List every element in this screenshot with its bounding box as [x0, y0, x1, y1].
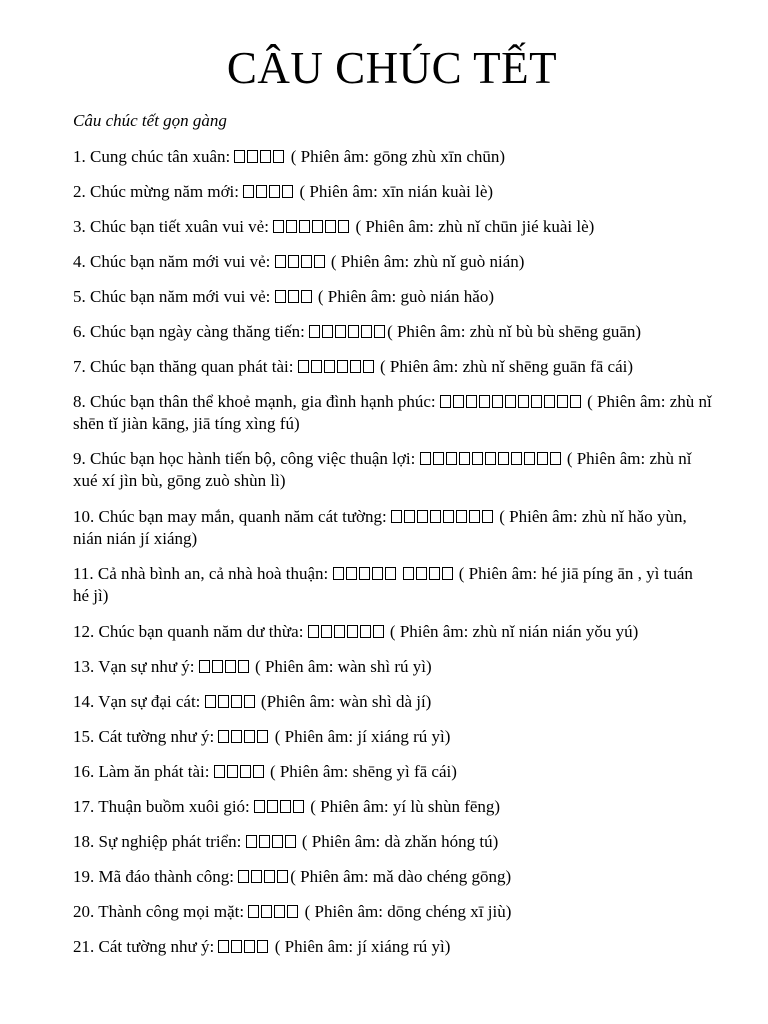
missing-glyph-box [334, 625, 345, 638]
missing-glyph-box [234, 150, 245, 163]
missing-glyph-run [275, 287, 314, 306]
greeting-vietnamese: 5. Chúc bạn năm mới vui vẻ: [73, 287, 275, 306]
missing-glyph-box [350, 360, 361, 373]
missing-glyph-box [537, 452, 548, 465]
greeting-item [73, 146, 713, 168]
missing-glyph-box [256, 185, 267, 198]
missing-glyph-box [277, 870, 288, 883]
greeting-vietnamese: 21. Cát tường như ý: [73, 937, 219, 956]
missing-glyph-box [430, 510, 441, 523]
document-title: CÂU CHÚC TẾT [226, 43, 558, 93]
greeting-vietnamese: 17. Thuận buồm xuôi gió: [73, 797, 255, 816]
missing-glyph-box [505, 395, 516, 408]
greeting-vietnamese: 3. Chúc bạn tiết xuân vui vẻ: [73, 217, 274, 236]
greeting-pinyin: ( Phiên âm: guò nián hǎo) [313, 287, 494, 306]
missing-glyph-box [264, 870, 275, 883]
missing-glyph-box [259, 835, 270, 848]
missing-glyph-box [269, 185, 280, 198]
greeting-item [73, 563, 713, 607]
greeting-item [73, 936, 713, 958]
missing-glyph-box [359, 567, 370, 580]
missing-glyph-box [479, 395, 490, 408]
greeting-item [73, 506, 713, 550]
missing-glyph-run [333, 564, 455, 583]
missing-glyph-box [361, 325, 372, 338]
missing-glyph-run [199, 657, 251, 676]
missing-glyph-box [321, 625, 332, 638]
missing-glyph-box [231, 730, 242, 743]
greeting-pinyin: ( Phiên âm: zhù nǐ shēn tǐ jiàn kāng, jiā tíng xìng fú) [73, 392, 712, 433]
greeting-pinyin: ( Phiên âm: zhù nǐ chūn jié kuài lè) [351, 217, 595, 236]
greeting-pinyin: ( Phiên âm: dà zhǎn hóng tú) [297, 832, 499, 851]
missing-glyph-run [440, 392, 583, 411]
missing-glyph-run [273, 217, 351, 236]
missing-glyph-run [205, 692, 257, 711]
greeting-item [73, 796, 713, 818]
missing-glyph-box [260, 150, 271, 163]
greeting-pinyin: ( Phiên âm: jí xiáng rú yì) [270, 937, 451, 956]
missing-glyph-box [272, 835, 283, 848]
greeting-item [73, 216, 713, 238]
greeting-vietnamese: 11. Cả nhà bình an, cả nhà hoà thuận: [73, 564, 333, 583]
missing-glyph-box [416, 567, 427, 580]
missing-glyph-box [301, 290, 312, 303]
missing-glyph-box [346, 567, 357, 580]
missing-glyph-box [293, 800, 304, 813]
missing-glyph-run [218, 727, 270, 746]
missing-glyph-box [257, 730, 268, 743]
missing-glyph-box [299, 220, 310, 233]
missing-glyph-box [275, 290, 286, 303]
greeting-pinyin: ( Phiên âm: wàn shì rú yì) [250, 657, 432, 676]
greeting-pinyin: ( Phiên âm: jí xiáng rú yì) [270, 727, 451, 746]
missing-glyph-box [244, 730, 255, 743]
missing-glyph-box [374, 325, 385, 338]
greeting-vietnamese: 10. Chúc bạn may mắn, quanh năm cát tường: [73, 507, 391, 526]
missing-glyph-box [251, 870, 262, 883]
greeting-pinyin: ( Phiên âm: zhù nǐ bù bù shēng guān) [387, 322, 642, 341]
missing-glyph-box [231, 940, 242, 953]
missing-glyph-run [248, 902, 300, 921]
missing-glyph-box [285, 835, 296, 848]
missing-glyph-box [312, 220, 323, 233]
greeting-item [73, 251, 713, 273]
greeting-pinyin: ( Phiên âm: hé jiā píng ān , yì tuán hé jì) [73, 564, 693, 605]
greeting-item [73, 391, 713, 435]
missing-glyph-run [214, 762, 266, 781]
missing-glyph-box [309, 325, 320, 338]
missing-glyph-run [254, 797, 306, 816]
missing-glyph-box [324, 360, 335, 373]
greeting-vietnamese: 20. Thành công mọi mặt: [73, 902, 249, 921]
missing-glyph-box [440, 395, 451, 408]
greeting-item [73, 621, 713, 643]
greeting-vietnamese: 12. Chúc bạn quanh năm dư thừa: [73, 622, 308, 641]
missing-glyph-box [373, 625, 384, 638]
greeting-item [73, 831, 713, 853]
greeting-vietnamese: 8. Chúc bạn thân thể khoẻ mạnh, gia đình hạnh phúc: [73, 392, 440, 411]
missing-glyph-box [325, 220, 336, 233]
greeting-pinyin: ( Phiên âm: zhù nǐ hǎo yùn, nián nián jí xiáng) [73, 507, 687, 548]
missing-glyph-run [309, 322, 387, 341]
greeting-pinyin: ( Phiên âm: zhù nǐ xué xí jìn bù, gōng zuò shùn lì) [73, 449, 692, 490]
missing-glyph-run [391, 507, 495, 526]
missing-glyph-box [240, 765, 251, 778]
missing-glyph-box [348, 325, 359, 338]
missing-glyph-box [322, 325, 333, 338]
greeting-vietnamese: 13. Vạn sự như ý: [73, 657, 199, 676]
missing-glyph-box [557, 395, 568, 408]
missing-glyph-box [287, 905, 298, 918]
missing-glyph-run [238, 867, 290, 886]
missing-glyph-box [485, 452, 496, 465]
missing-glyph-box [254, 800, 265, 813]
missing-glyph-box [372, 567, 383, 580]
document-subtitle: Câu chúc tết gọn gàng [73, 111, 227, 130]
greeting-vietnamese: 14. Vạn sự đại cát: [73, 692, 205, 711]
missing-glyph-box [544, 395, 555, 408]
missing-glyph-box [363, 360, 374, 373]
missing-glyph-box [244, 695, 255, 708]
missing-glyph-box [443, 510, 454, 523]
missing-glyph-box [360, 625, 371, 638]
greeting-item [73, 901, 713, 923]
missing-glyph-box [274, 905, 285, 918]
missing-glyph-box [231, 695, 242, 708]
missing-glyph-box [286, 220, 297, 233]
missing-glyph-box [524, 452, 535, 465]
missing-glyph-box [253, 765, 264, 778]
missing-glyph-box [308, 625, 319, 638]
missing-glyph-box [248, 905, 259, 918]
greeting-pinyin: ( Phiên âm: mǎ dào chéng gōng) [290, 867, 512, 886]
greeting-vietnamese: 1. Cung chúc tân xuân: [73, 147, 235, 166]
greeting-pinyin: ( Phiên âm: zhù nǐ shēng guān fā cái) [375, 357, 634, 376]
missing-glyph-box [391, 510, 402, 523]
missing-glyph-box [246, 835, 257, 848]
missing-glyph-box [238, 660, 249, 673]
missing-glyph-box [570, 395, 581, 408]
missing-glyph-box [218, 940, 229, 953]
missing-glyph-box [288, 290, 299, 303]
missing-glyph-box [511, 452, 522, 465]
missing-glyph-box [205, 695, 216, 708]
missing-glyph-box [244, 940, 255, 953]
missing-glyph-box [261, 905, 272, 918]
missing-glyph-run [308, 622, 386, 641]
missing-glyph-box [417, 510, 428, 523]
missing-glyph-box [243, 185, 254, 198]
greeting-item [73, 656, 713, 678]
missing-glyph-box [273, 220, 284, 233]
greeting-item [73, 448, 713, 492]
missing-glyph-box [472, 452, 483, 465]
missing-glyph-box [466, 395, 477, 408]
missing-glyph-box [298, 360, 309, 373]
greeting-pinyin: ( Phiên âm: zhù nǐ nián nián yǒu yú) [385, 622, 639, 641]
missing-glyph-box [301, 255, 312, 268]
missing-glyph-box [282, 185, 293, 198]
greeting-item [73, 691, 713, 713]
missing-glyph-box [433, 452, 444, 465]
missing-glyph-box [492, 395, 503, 408]
missing-glyph-box [267, 800, 278, 813]
missing-glyph-box [199, 660, 210, 673]
missing-glyph-box [218, 695, 229, 708]
greeting-item [73, 726, 713, 748]
greeting-vietnamese: 7. Chúc bạn thăng quan phát tài: [73, 357, 298, 376]
missing-glyph-run [246, 832, 298, 851]
missing-glyph-box [429, 567, 440, 580]
missing-glyph-box [482, 510, 493, 523]
missing-glyph-run [275, 252, 327, 271]
greeting-vietnamese: 15. Cát tường như ý: [73, 727, 219, 746]
missing-glyph-box [338, 220, 349, 233]
missing-glyph-box [275, 255, 286, 268]
missing-glyph-box [385, 567, 396, 580]
greeting-vietnamese: 4. Chúc bạn năm mới vui vẻ: [73, 252, 275, 271]
missing-glyph-box [273, 150, 284, 163]
missing-glyph-box [531, 395, 542, 408]
missing-glyph-box [257, 940, 268, 953]
greeting-pinyin: ( Phiên âm: gōng zhù xīn chūn) [286, 147, 506, 166]
missing-glyph-box [518, 395, 529, 408]
missing-glyph-box [214, 765, 225, 778]
missing-glyph-run [234, 147, 286, 166]
missing-glyph-box [218, 730, 229, 743]
greeting-vietnamese: 6. Chúc bạn ngày càng thăng tiến: [73, 322, 310, 341]
missing-glyph-box [238, 870, 249, 883]
missing-glyph-run [243, 182, 295, 201]
missing-glyph-box [404, 510, 415, 523]
missing-glyph-box [459, 452, 470, 465]
missing-glyph-box [498, 452, 509, 465]
missing-glyph-box [227, 765, 238, 778]
greeting-item [73, 181, 713, 203]
greeting-item [73, 321, 713, 343]
greeting-vietnamese: 16. Làm ăn phát tài: [73, 762, 214, 781]
missing-glyph-box [420, 452, 431, 465]
missing-glyph-box [550, 452, 561, 465]
greeting-pinyin: ( Phiên âm: xīn nián kuài lè) [295, 182, 494, 201]
missing-glyph-run [420, 449, 563, 468]
missing-glyph-box [247, 150, 258, 163]
missing-glyph-box [453, 395, 464, 408]
missing-glyph-box [314, 255, 325, 268]
greeting-pinyin: ( Phiên âm: shēng yì fā cái) [265, 762, 457, 781]
missing-glyph-box [403, 567, 414, 580]
missing-glyph-box [225, 660, 236, 673]
greeting-item [73, 356, 713, 378]
missing-glyph-box [347, 625, 358, 638]
greeting-item [73, 866, 713, 888]
greeting-item [73, 761, 713, 783]
greeting-item [73, 286, 713, 308]
missing-glyph-box [335, 325, 346, 338]
missing-glyph-box [288, 255, 299, 268]
missing-glyph-box [442, 567, 453, 580]
greeting-vietnamese: 18. Sự nghiệp phát triển: [73, 832, 246, 851]
missing-glyph-box [337, 360, 348, 373]
greeting-pinyin: ( Phiên âm: yí lù shùn fēng) [306, 797, 501, 816]
greeting-pinyin: ( Phiên âm: zhù nǐ guò nián) [326, 252, 525, 271]
greeting-vietnamese: 19. Mã đáo thành công: [73, 867, 239, 886]
greeting-vietnamese: 2. Chúc mừng năm mới: [73, 182, 244, 201]
missing-glyph-box [469, 510, 480, 523]
missing-glyph-run [218, 937, 270, 956]
missing-glyph-box [311, 360, 322, 373]
greeting-vietnamese: 9. Chúc bạn học hành tiến bộ, công việc thuận lợi: [73, 449, 420, 468]
missing-glyph-box [280, 800, 291, 813]
missing-glyph-box [446, 452, 457, 465]
greeting-pinyin: (Phiên âm: wàn shì dà jí) [256, 692, 432, 711]
missing-glyph-box [212, 660, 223, 673]
greeting-pinyin: ( Phiên âm: dōng chéng xī jiù) [300, 902, 512, 921]
missing-glyph-box [333, 567, 344, 580]
missing-glyph-run [298, 357, 376, 376]
missing-glyph-box [456, 510, 467, 523]
